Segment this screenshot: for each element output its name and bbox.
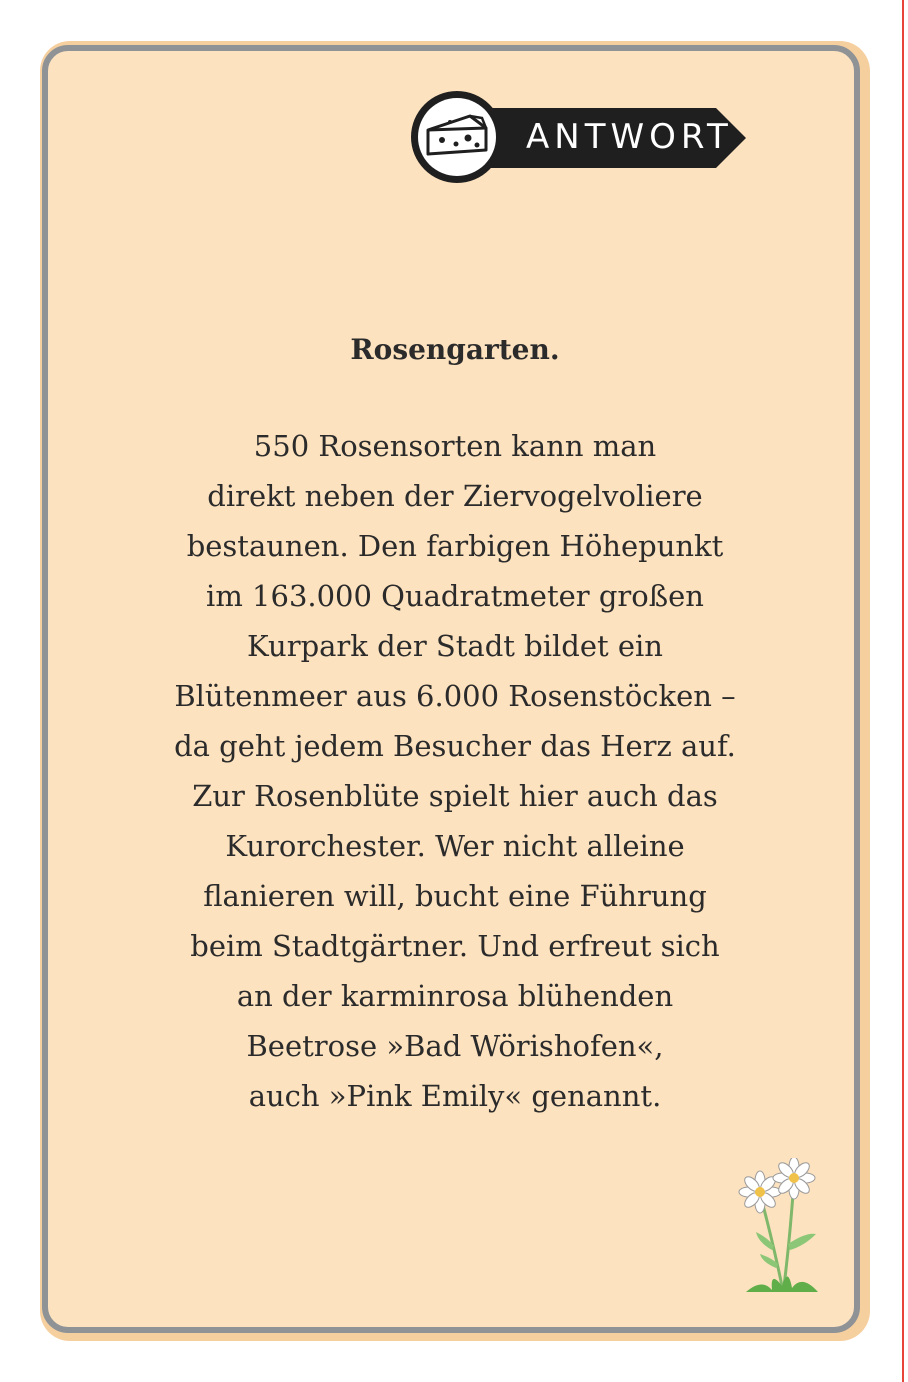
card-body: [100, 421, 810, 1121]
card-title: Rosengarten.: [350, 333, 560, 366]
body-line: Zur Rosenblüte spielt hier auch das: [192, 779, 718, 813]
card-content: [100, 325, 810, 1121]
body-line: im 163.000 Quadratmeter großen: [206, 579, 704, 613]
body-line: 550 Rosensorten kann man: [253, 429, 657, 463]
body-line: Beetrose »Bad Wörishofen«,: [246, 1029, 664, 1063]
answer-label: [408, 88, 748, 188]
body-line: auch »Pink Emily« genannt.: [248, 1079, 662, 1113]
body-line: direkt neben der Ziervogelvoliere: [207, 479, 703, 513]
body-line: bestaunen. Den farbigen Höhepunkt: [186, 529, 724, 563]
body-line: Blütenmeer aus 6.000 Rosenstöcken –: [174, 679, 736, 713]
edelweiss-icon: [732, 1158, 828, 1298]
answer-label-text: ANTWORT: [526, 117, 733, 157]
page-edge-line: [902, 0, 904, 1382]
body-line: Kurpark der Stadt bildet ein: [247, 629, 663, 663]
body-line: an der karminrosa blühenden: [236, 979, 674, 1013]
body-line: da geht jedem Besucher das Herz auf.: [174, 729, 736, 763]
body-line: flanieren will, bucht eine Führung: [203, 879, 707, 913]
body-line: Kurorchester. Wer nicht alleine: [225, 829, 685, 863]
body-line: beim Stadtgärtner. Und erfreut sich: [190, 929, 720, 963]
cheese-icon: [408, 88, 506, 186]
